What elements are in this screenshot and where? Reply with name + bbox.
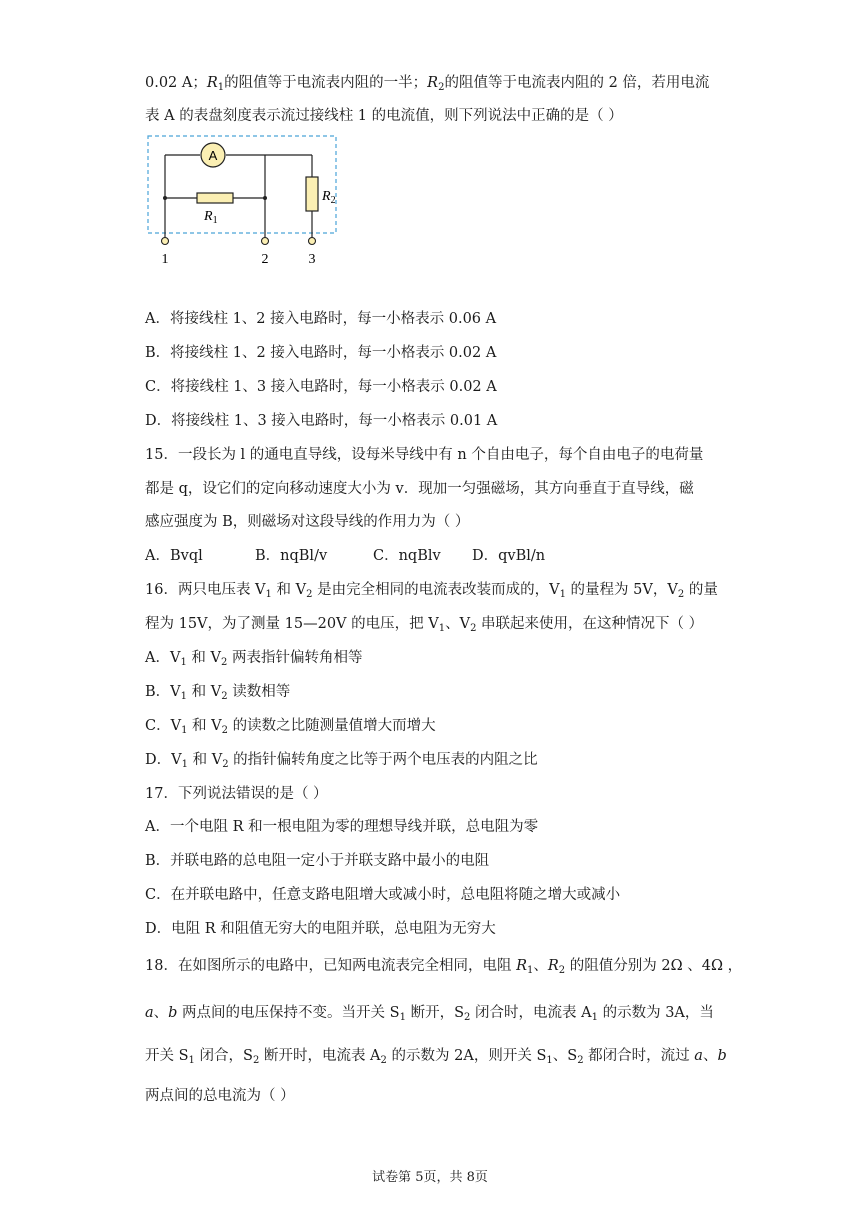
q14-stem-line-2: 表 A 的表盘刻度表示流过接线柱 1 的电流值，则下列说法中正确的是（ ） bbox=[145, 108, 623, 124]
q16-option-b: B．$V_1$ 和 $V_2$ 读数相等 bbox=[145, 684, 291, 702]
q15-option-d: D．qvBl/n bbox=[472, 548, 546, 564]
terminal-3-label: 3 bbox=[308, 252, 316, 267]
terminal-1-label: 1 bbox=[161, 252, 169, 267]
q15-option-a: A．Bvql bbox=[145, 548, 203, 564]
q16-option-a: A．$V_1$ 和 $V_2$ 两表指针偏转角相等 bbox=[145, 650, 363, 668]
terminal-3-icon bbox=[309, 238, 316, 245]
q17-stem: 17．下列说法错误的是（ ） bbox=[145, 786, 328, 802]
q16-option-c: C．$V_1$ 和 $V_2$ 的读数之比随测量值增大而增大 bbox=[145, 718, 436, 736]
ammeter-label: A bbox=[208, 148, 218, 163]
q18-stem-line-2: a、b 两点间的电压保持不变。当开关 $S_1$ 断开，$S_2$ 闭合时，电流表 $A_1$ 的示数为 3A，当 bbox=[145, 1005, 714, 1023]
q14-option-b: B．将接线柱 1、2 接入电路时，每一小格表示 0.02 A bbox=[145, 345, 497, 361]
q14-stem-line-1: 0.02 A；$R_1$的阻值等于电流表内阻的一半；$R_2$的阻值等于电流表内阻的 2 倍，若用电流 bbox=[145, 75, 710, 93]
q15-stem-line-1: 15．一段长为 l 的通电直导线，设每米导线中有 n 个自由电子，每个自由电子的电荷量 bbox=[145, 447, 704, 463]
q14-option-a: A．将接线柱 1、2 接入电路时，每一小格表示 0.06 A bbox=[145, 311, 497, 327]
q14-option-c: C．将接线柱 1、3 接入电路时，每一小格表示 0.02 A bbox=[145, 379, 497, 395]
q18-stem-line-1: 18．在如图所示的电路中，已知两电流表完全相同，电阻 $R_1$、$R_2$ 的阻值分别为 2Ω 、4Ω ， bbox=[145, 958, 743, 976]
terminal-1-icon bbox=[162, 238, 169, 245]
q15-option-b: B．nqBl/v bbox=[255, 548, 328, 564]
q15-stem-line-2: 都是 q，设它们的定向移动速度大小为 v．现加一匀强磁场，其方向垂直于直导线，磁 bbox=[145, 481, 694, 497]
q15-stem-line-3: 感应强度为 B，则磁场对这段导线的作用力为（ ） bbox=[145, 514, 470, 530]
ammeter-circuit-diagram bbox=[140, 130, 350, 270]
terminal-2-icon bbox=[262, 238, 269, 245]
q16-stem-line-1: 16．两只电压表 $V_1$ 和 $V_2$ 是由完全相同的电流表改装而成的，$V_1$ 的量程为 5V，$V_2$ 的量 bbox=[145, 582, 718, 600]
resistor-r2 bbox=[306, 177, 318, 211]
q16-stem-line-2: 程为 15V，为了测量 15—20V 的电压，把 $V_1$、$V_2$ 串联起来使用，在这种情况下（ ） bbox=[145, 616, 704, 634]
q14-option-d: D．将接线柱 1、3 接入电路时，每一小格表示 0.01 A bbox=[145, 413, 498, 429]
q18-stem-line-4: 两点间的总电流为（ ） bbox=[145, 1088, 295, 1104]
terminal-2-label: 2 bbox=[261, 252, 269, 267]
q18-stem-line-3: 开关 $S_1$ 闭合，$S_2$ 断开时，电流表 $A_2$ 的示数为 2A，则开关 $S_1$、$S_2$ 都闭合时，流过 a、b bbox=[145, 1048, 727, 1066]
q17-option-d: D．电阻 R 和阻值无穷大的电阻并联，总电阻为无穷大 bbox=[145, 921, 496, 937]
page-footer: 试卷第 5页，共 8页 bbox=[372, 1170, 488, 1185]
q17-option-a: A．一个电阻 R 和一根电阻为零的理想导线并联，总电阻为零 bbox=[145, 819, 539, 835]
resistor-r1 bbox=[197, 193, 233, 203]
q16-option-d: D．$V_1$ 和 $V_2$ 的指针偏转角度之比等于两个电压表的内阻之比 bbox=[145, 752, 538, 770]
r1-label: $R_1$ bbox=[204, 209, 218, 226]
q17-option-b: B．并联电路的总电阻一定小于并联支路中最小的电阻 bbox=[145, 853, 490, 869]
q15-option-c: C．nqBlv bbox=[373, 548, 441, 564]
r2-label: $R_2$ bbox=[322, 189, 336, 206]
q17-option-c: C．在并联电路中，任意支路电阻增大或减小时，总电阻将随之增大或减小 bbox=[145, 887, 621, 903]
